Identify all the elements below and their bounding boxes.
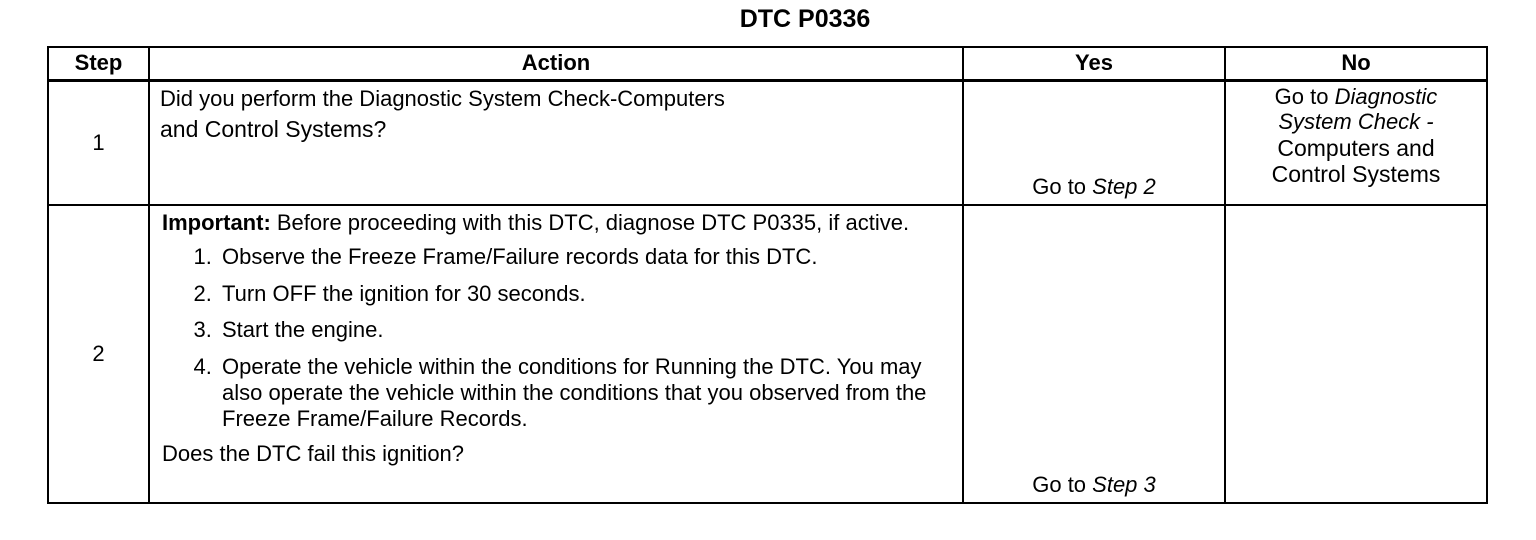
- page-title: DTC P0336: [739, 5, 871, 33]
- header-yes: Yes: [963, 47, 1225, 81]
- yes-cell: [963, 205, 1225, 503]
- important-note: [162, 210, 952, 236]
- list-item: 4. Operate the vehicle within the conditions for Running the DTC. You may also operate the vehicle within the conditions that you observed from the Freeze Frame/Failure Records.: [218, 354, 952, 433]
- step-link[interactable]: Step 2: [1092, 173, 1156, 199]
- no-cell: [1225, 81, 1487, 206]
- yes-prefix: Go to: [1032, 173, 1093, 199]
- diagnostic-link[interactable]: System Check -: [1278, 109, 1434, 135]
- no-text: Computers and: [1277, 134, 1435, 161]
- yes-cell: [963, 81, 1225, 206]
- no-cell: [1225, 205, 1487, 503]
- important-text: Before proceeding with this DTC, diagnose DTC P0335, if active.: [270, 210, 910, 235]
- diagnostic-link[interactable]: Diagnostic: [1334, 84, 1438, 109]
- procedure-list: [162, 244, 952, 432]
- list-item: 3. Start the engine.: [218, 317, 952, 343]
- diagnostic-table: [47, 46, 1488, 504]
- step-link[interactable]: Step 3: [1092, 471, 1156, 497]
- action-text: and Control Systems?: [160, 116, 387, 143]
- action-cell: [149, 205, 963, 503]
- header-row: [48, 47, 1487, 81]
- step-number: 1: [48, 81, 149, 206]
- header-action: Action: [149, 47, 963, 81]
- no-prefix: Go to: [1274, 84, 1335, 109]
- action-cell: [149, 81, 963, 206]
- table-row: [48, 81, 1487, 206]
- list-item: 2. Turn OFF the ignition for 30 seconds.: [218, 281, 952, 307]
- list-item: 1. Observe the Freeze Frame/Failure records data for this DTC.: [218, 244, 952, 270]
- header-no: No: [1225, 47, 1487, 81]
- header-step: Step: [48, 47, 149, 81]
- yes-prefix: Go to: [1032, 471, 1093, 497]
- step-number: 2: [48, 205, 149, 503]
- important-label: Important:: [162, 210, 271, 235]
- table-row: [48, 205, 1487, 503]
- question-text: Does the DTC fail this ignition?: [162, 440, 465, 466]
- no-text: Control Systems: [1271, 161, 1441, 188]
- action-text: Did you perform the Diagnostic System Check-Computers: [160, 86, 725, 111]
